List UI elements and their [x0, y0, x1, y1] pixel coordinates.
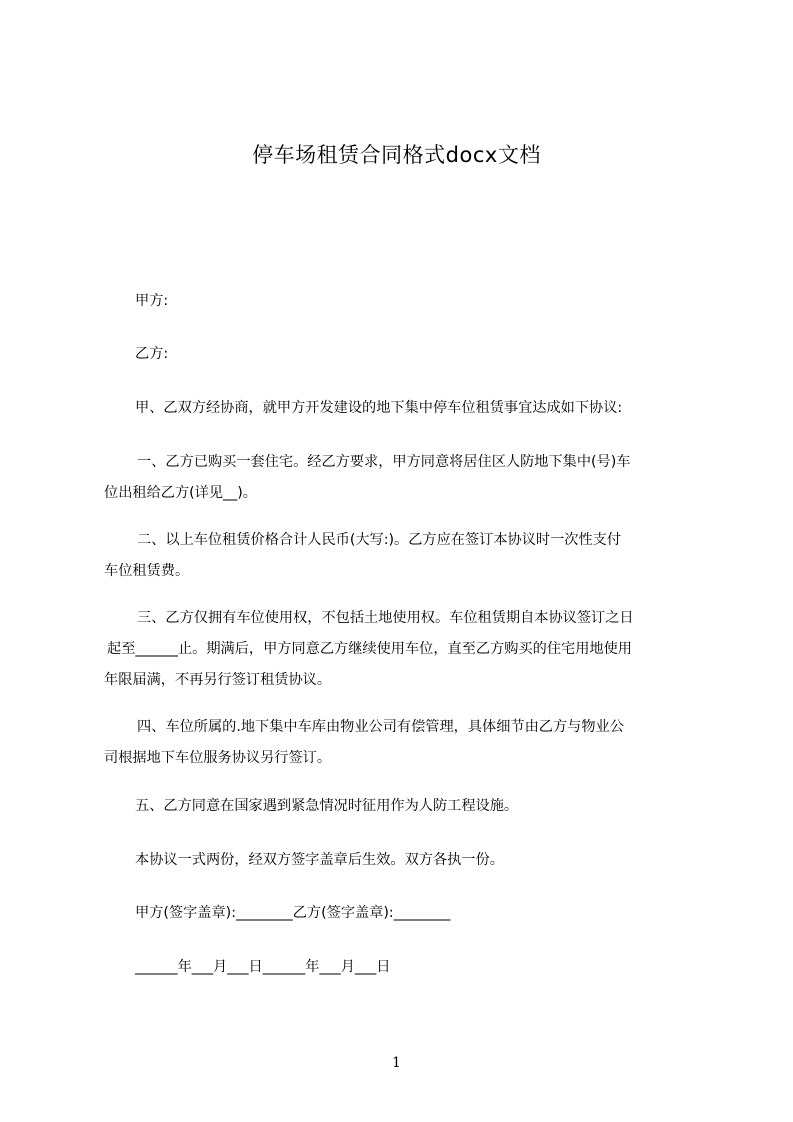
clause-2-line-1: 二、以上车位租赁价格合计人民币(大写:)。乙方应在签订本协议时一次性支付	[137, 532, 622, 548]
clause-5: 五、乙方同意在国家遇到紧急情况时征用作为人防工程设施。	[135, 798, 519, 814]
clause-2	[104, 525, 700, 587]
date-line: ______年___月___日______年___月___日	[135, 959, 391, 975]
party-a-label: 甲方:	[135, 293, 169, 309]
copies-statement: 本协议一式两份，经双方签字盖章后生效。双方各执一份。	[135, 852, 504, 868]
clause-3-line-2: 起至______止。期满后，甲方同意乙方继续使用车位，直至乙方购买的住宅用地使用	[107, 641, 632, 657]
clause-4	[104, 712, 700, 774]
signature-line: 甲方(签字盖章):________乙方(签字盖章):________	[135, 905, 451, 921]
clause-1	[104, 447, 700, 509]
clause-3	[104, 603, 700, 696]
clause-1-line-2: 位出租给乙方(详见__)。	[104, 485, 257, 501]
intro-paragraph: 甲、乙双方经协商，就甲方开发建设的地下集中停车位租赁事宜达成如下协议:	[135, 400, 623, 416]
page-number: 1	[392, 1055, 401, 1071]
clause-2-line-2: 车位租赁费。	[104, 563, 190, 579]
clause-4-line-1: 四、车位所属的.地下集中车库由物业公司有偿管理，具体细节由乙方与物业公	[137, 719, 624, 735]
document-title: 停车场租赁合同格式docx文档	[252, 143, 541, 167]
clause-4-line-2: 司根据地下车位服务协议另行签订。	[104, 750, 332, 766]
clause-3-line-3: 年限届满，不再另行签订租赁协议。	[104, 672, 332, 688]
clause-3-line-1: 三、乙方仅拥有车位使用权，不包括土地使用权。车位租赁期自本协议签订之日	[137, 610, 634, 626]
clause-1-line-1: 一、乙方已购买一套住宅。经乙方要求，甲方同意将居住区人防地下集中(号)车	[137, 454, 631, 470]
party-b-label: 乙方:	[135, 346, 169, 362]
